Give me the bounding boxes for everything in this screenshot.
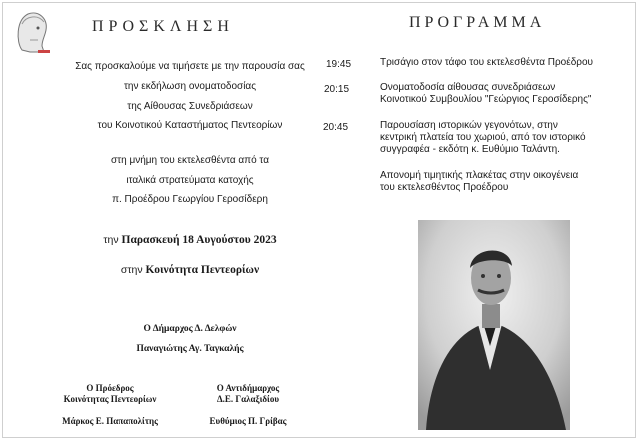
event-location: στην Κοινότητα Πεντεορίων	[120, 264, 260, 276]
invite-line: Σας προσκαλούμε να τιμήσετε με την παρουσία σας	[75, 61, 305, 72]
invite-line: της Αίθουσας Συνεδριάσεων	[127, 101, 253, 112]
program-time: 19:45	[326, 59, 352, 70]
memory-line: π. Προέδρου Γεωργίου Γεροσίδερη	[112, 194, 268, 205]
deputy-mayor-title: Ο Αντιδήμαρχος Δ.Ε. Γαλαξιδίου	[216, 383, 280, 404]
president-title: Ο Πρόεδρος Κοινότητας Πεντεορίων	[63, 383, 157, 404]
president-name: Μάρκος Ε. Παπαπολίτης	[62, 416, 158, 426]
memory-line: ιταλικά στρατεύματα κατοχής	[126, 175, 254, 186]
memory-line: στη μνήμη του εκτελεσθέντα από τα	[111, 155, 269, 166]
program-time: 20:45	[323, 122, 349, 133]
invitation-heading: ΠΡΟΣΚΛΗΣΗ	[92, 18, 234, 35]
invite-line: του Κοινοτικού Καταστήματος Πεντεορίων	[97, 120, 283, 131]
program-item: Τρισάγιο στον τάφο του εκτελεσθέντα Προέδρου	[380, 57, 593, 68]
mayor-name: Παναγιώτης Αγ. Ταγκαλής	[136, 344, 244, 354]
deputy-mayor-name: Ευθύμιος Π. Γρίβας	[209, 416, 287, 426]
program-time: 20:15	[324, 84, 350, 95]
program-item: Απονομή τιμητικής πλακέτας στην οικογένεια του εκτελεσθέντος Προέδρου	[380, 170, 579, 193]
portrait-photo	[418, 220, 570, 430]
program-heading: ΠΡΟΓΡΑΜΜΑ	[409, 14, 546, 31]
mayor-title: Ο Δήμαρχος Δ. Δελφών	[143, 324, 237, 334]
program-item: Ονοματοδοσία αίθουσας συνεδριάσεων Κοινοτικού Συμβουλίου "Γεώργιος Γεροσίδερης"	[380, 82, 592, 105]
event-date: την Παρασκευή 18 Αυγούστου 2023	[103, 234, 277, 246]
program-item: Παρουσίαση ιστορικών γεγονότων, στην κεντρική πλατεία του χωριού, από τον ιστορικό συγγραφέα - εκδότη κ. Ευθύμιο Ταλάντη.	[380, 120, 586, 155]
invite-line: την εκδήλωση ονοματοδοσίας	[123, 81, 257, 92]
head-emblem-icon	[8, 6, 52, 56]
